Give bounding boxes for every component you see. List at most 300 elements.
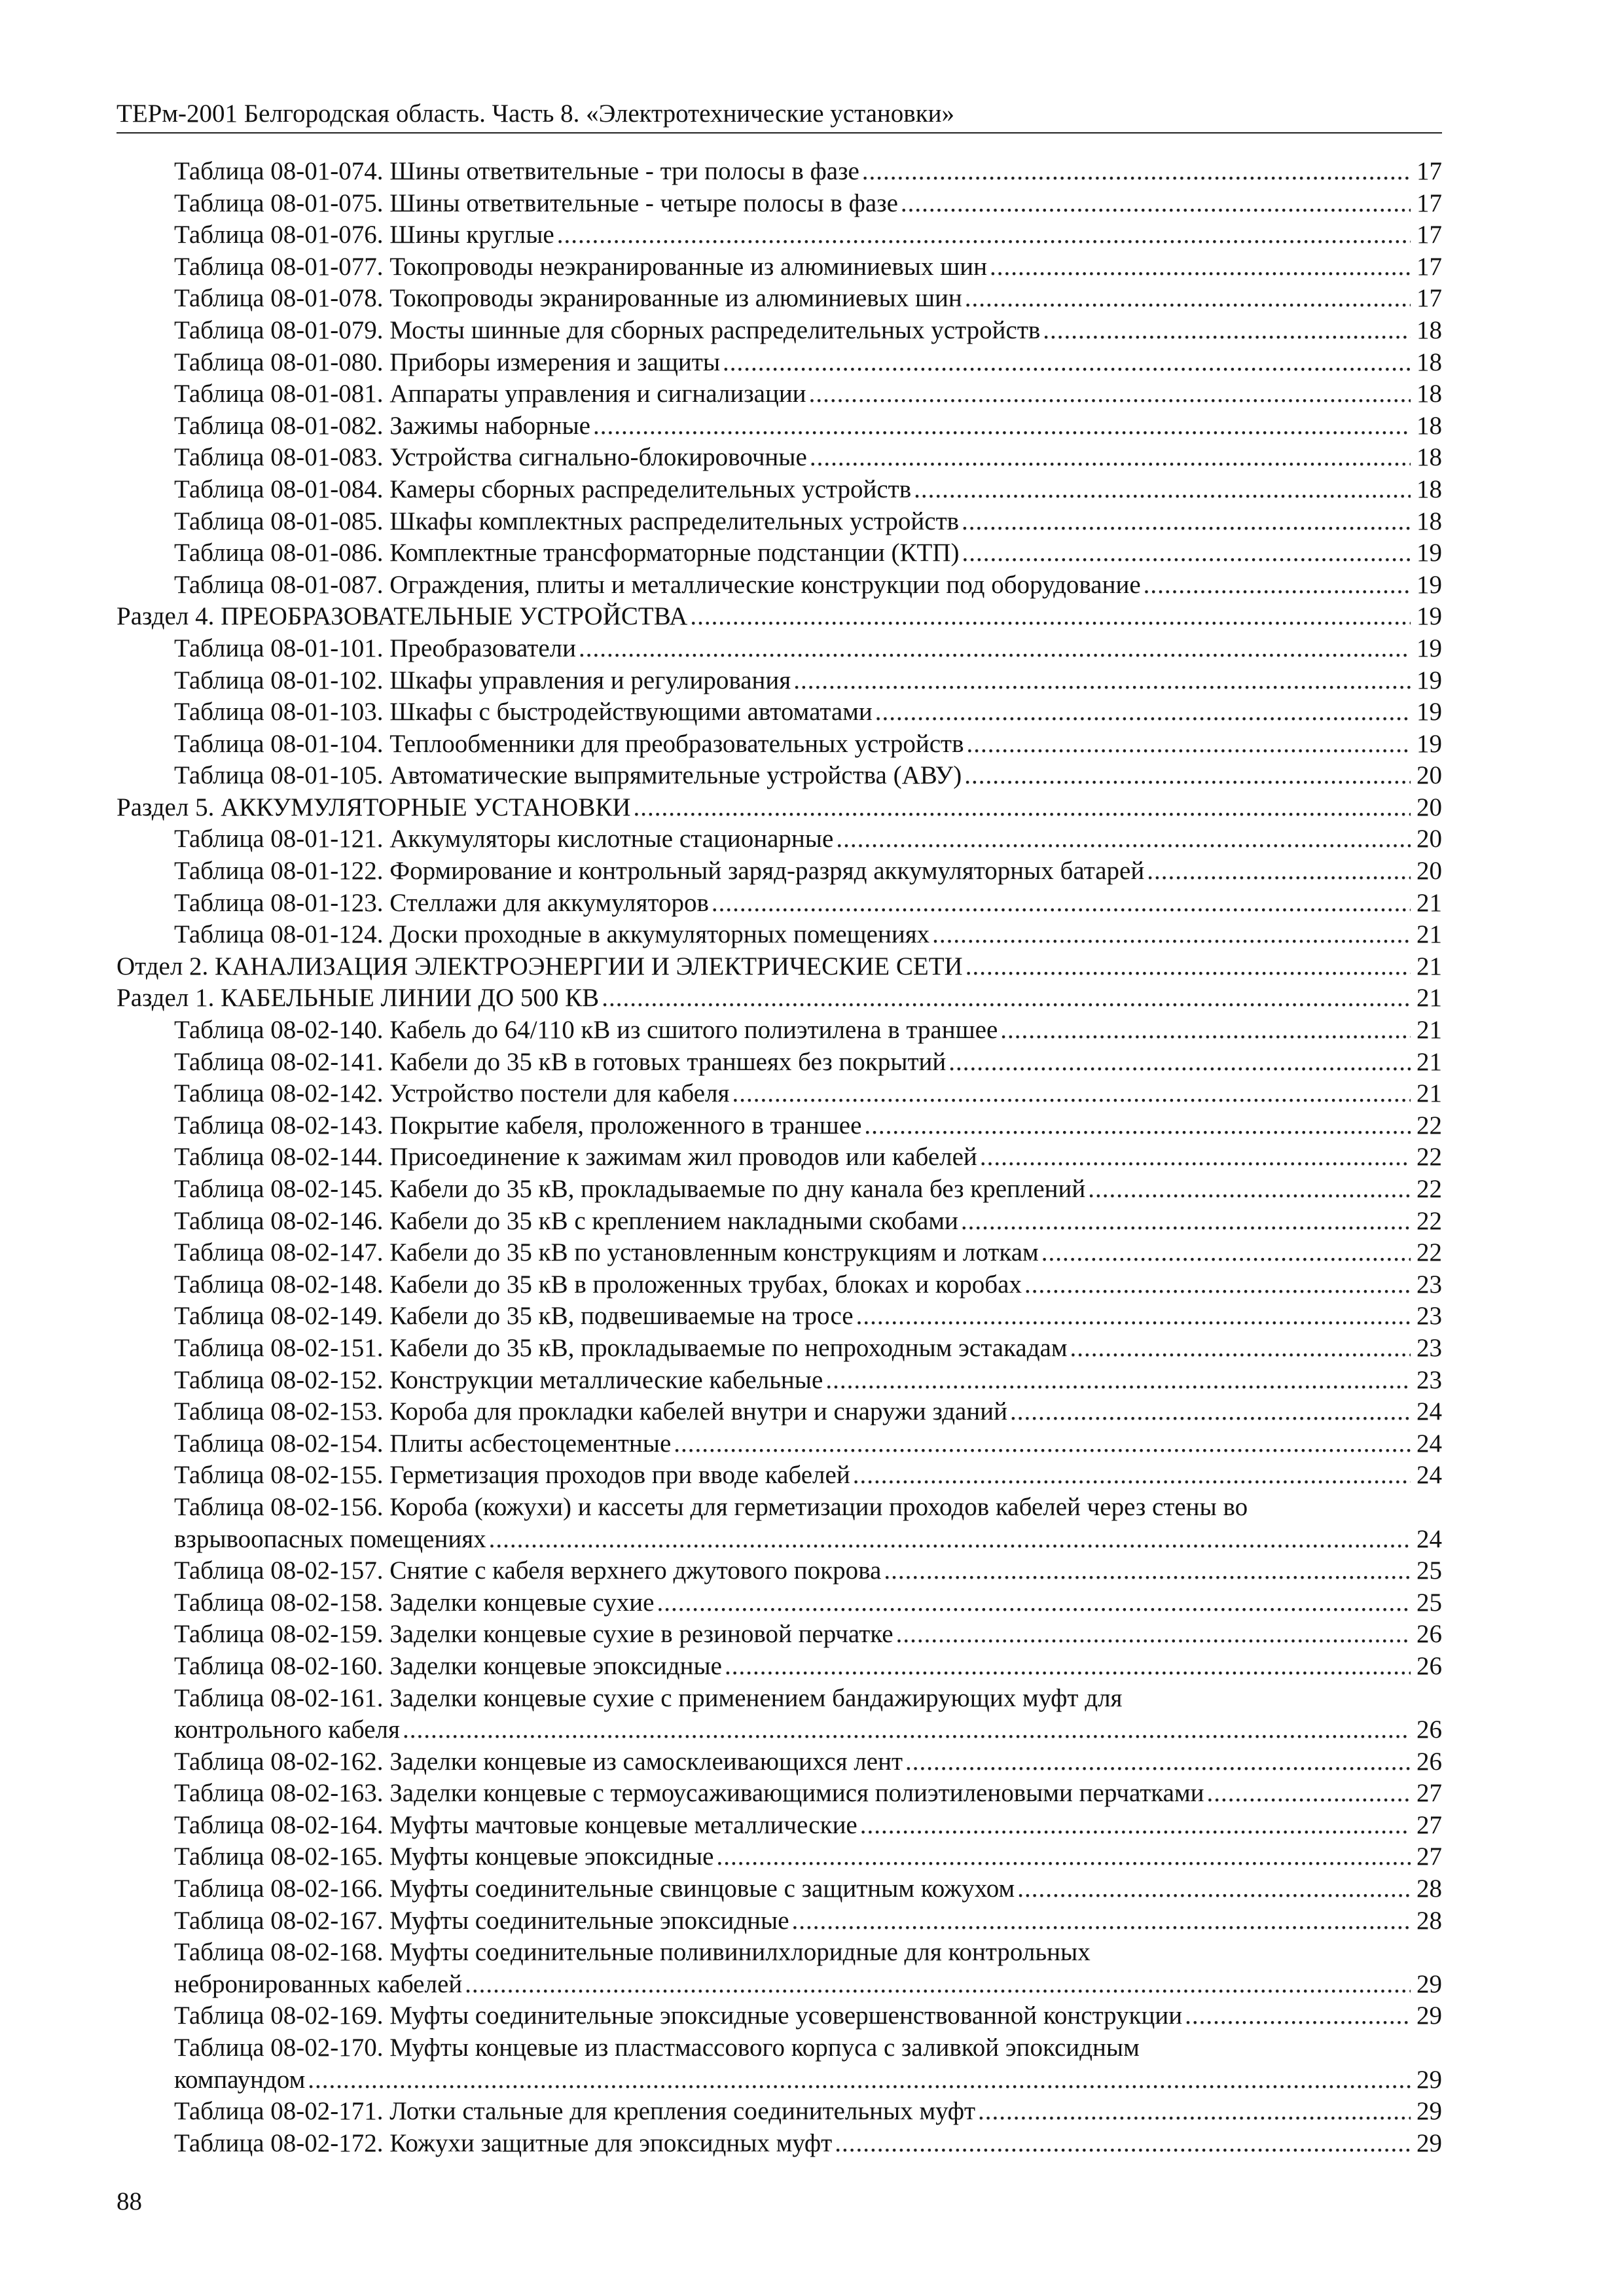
toc-dot-leader [809,378,1411,410]
toc-entry-title: Таблица 08-02-172. Кожухи защитные для эпоксидных муфт [174,2128,833,2157]
toc-entry-title: Таблица 08-02-164. Муфты мачтовые концевые металлические [174,1810,857,1839]
toc-page-number: 22 [1416,1206,1442,1235]
toc-entry-title: Таблица 08-02-162. Заделки концевые из самосклеивающихся лент [174,1747,903,1776]
toc-entry-title: Таблица 08-02-143. Покрытие кабеля, проложенного в траншее [174,1111,862,1139]
toc-dot-leader [864,1110,1411,1142]
toc-entry-line [174,823,1442,855]
toc-entry-title: Таблица 08-01-103. Шкафы с быстродействующими автоматами [174,698,873,726]
toc-entry-title: Таблица 08-01-105. Автоматические выпрямительные устройства (АВУ) [174,761,962,790]
toc-entry-line [174,569,1442,601]
toc-entry-title: Таблица 08-02-155. Герметизация проходов при вводе кабелей [174,1461,850,1490]
toc-table-entry[interactable] [117,665,1442,697]
toc-entry-line [174,1714,1442,1746]
toc-entry-line [174,1206,1442,1238]
toc-entry-title: Таблица 08-02-151. Кабели до 35 кВ, прокладываемые по непроходным эстакадам [174,1333,1068,1362]
toc-page-number: 17 [1416,157,1442,185]
toc-entry-line [174,665,1442,697]
toc-entry-line [174,1396,1442,1428]
toc-table-entry[interactable] [117,474,1442,506]
page-header: ТЕРм-2001 Белгородская область. Часть 8. «Электротехнические установки» [117,96,1442,134]
toc-entry-line [174,474,1442,506]
toc-entry-line [174,1460,1442,1492]
toc-page-number: 26 [1416,1715,1442,1744]
toc-dot-leader [1017,1873,1411,1905]
toc-entry-line [174,1428,1442,1460]
toc-table-entry[interactable] [117,506,1442,538]
toc-dot-leader [835,2128,1411,2160]
toc-page-number: 21 [1416,1047,1442,1076]
toc-dot-leader [862,156,1411,188]
toc-page-number: 22 [1416,1111,1442,1139]
toc-table-entry[interactable] [117,760,1442,792]
toc-table-entry[interactable] [117,1269,1442,1301]
toc-dot-leader [716,1841,1411,1873]
toc-table-entry[interactable] [117,1141,1442,1174]
toc-dot-leader [901,188,1411,220]
toc-page-number: 18 [1416,411,1442,440]
toc-table-entry[interactable] [117,1683,1442,1746]
toc-entry-line [174,156,1442,188]
toc-dot-leader [1185,2000,1411,2032]
toc-page-number: 29 [1416,2097,1442,2126]
toc-entry-line [174,506,1442,538]
toc-dot-leader [836,823,1411,855]
toc-entry-title: Таблица 08-02-141. Кабели до 35 кВ в готовых траншеях без покрытий [174,1047,947,1076]
toc-page-number: 29 [1416,2128,1442,2157]
toc-dot-leader [557,219,1411,251]
toc-entry-line [174,1683,1442,1715]
toc-entry-title: Таблица 08-02-148. Кабели до 35 кВ в проложенных трубах, блоках и коробах [174,1270,1022,1299]
toc-entry-line [174,1300,1442,1333]
toc-page-number: 27 [1416,1810,1442,1839]
toc-entry-line [174,2096,1442,2128]
toc-dot-leader [1088,1174,1411,1206]
toc-dot-leader [978,2096,1411,2128]
toc-dot-leader [896,1619,1411,1651]
toc-section-entry[interactable] [117,601,1442,633]
toc-entry-line [174,1174,1442,1206]
toc-page-number: 24 [1416,1461,1442,1490]
toc-entry-line [174,760,1442,792]
toc-dot-leader [932,919,1411,951]
toc-entry-title: Таблица 08-01-076. Шины круглые [174,221,554,249]
toc-dot-leader [965,283,1411,315]
toc-page-number: 28 [1416,1874,1442,1903]
toc-table-entry[interactable] [117,1619,1442,1651]
toc-section-entry[interactable] [117,792,1442,824]
toc-entry-title: Таблица 08-02-166. Муфты соединительные свинцовые с защитным кожухом [174,1874,1015,1903]
toc-dot-leader [725,1651,1411,1683]
toc-entry-title: Таблица 08-02-160. Заделки концевые эпоксидные [174,1651,722,1680]
toc-entry-line [174,2064,1442,2096]
toc-page-number: 20 [1416,857,1442,886]
toc-dot-leader [1207,1778,1411,1810]
toc-dot-leader [1010,1396,1411,1428]
toc-entry-title: Таблица 08-02-169. Муфты соединительные эпоксидные усовершенствованной конструкции [174,2001,1183,2030]
toc-page-number: 21 [1416,1016,1442,1045]
toc-page-number: 24 [1416,1524,1442,1553]
page-number: 88 [117,2187,142,2215]
toc-table-entry[interactable] [117,219,1442,251]
toc-entry-line [174,1365,1442,1397]
toc-page-number: 18 [1416,315,1442,344]
toc-entry-line [174,1969,1442,2001]
toc-entry-title: Таблица 08-02-142. Устройство постели для кабеля [174,1079,730,1108]
toc-page-number: 26 [1416,1651,1442,1680]
toc-table-entry[interactable] [117,855,1442,888]
toc-table-entry[interactable] [117,442,1442,474]
toc-table-entry[interactable] [117,1078,1442,1110]
toc-page-number: 25 [1416,1556,1442,1585]
toc-table-entry[interactable] [117,188,1442,220]
toc-table-entry[interactable] [117,315,1442,347]
toc-dot-leader [856,1300,1411,1333]
toc-entry-line [174,219,1442,251]
toc-entry-line [174,1587,1442,1619]
toc-entry-line [174,1778,1442,1810]
toc-dot-leader [792,1905,1411,1937]
toc-entry-line [117,982,1442,1014]
toc-entry-title: Таблица 08-02-167. Муфты соединительные эпоксидные [174,1906,789,1935]
toc-entry-line [117,601,1442,633]
toc-entry-line [174,633,1442,665]
toc-entry-title: контрольного кабеля [174,1715,400,1744]
toc-table-entry[interactable] [117,1300,1442,1333]
toc-entry-title: Таблица 08-02-159. Заделки концевые сухие в резиновой перчатке [174,1620,893,1649]
toc-dot-leader [964,760,1411,792]
toc-page-number: 17 [1416,221,1442,249]
toc-page-number: 28 [1416,1906,1442,1935]
toc-entry-line [174,1141,1442,1174]
toc-dot-leader [1043,315,1411,347]
toc-entry-title: Раздел 5. АККУМУЛЯТОРНЫЕ УСТАНОВКИ [117,793,631,821]
toc-table-entry[interactable] [117,1873,1442,1905]
toc-table-entry[interactable] [117,1651,1442,1683]
toc-table-entry[interactable] [117,1810,1442,1842]
toc-entry-line [174,1269,1442,1301]
toc-dot-leader [884,1555,1411,1587]
toc-entry-line [174,251,1442,283]
toc-page-number: 19 [1416,570,1442,599]
toc-entry-line [174,1619,1442,1651]
toc-dot-leader [634,792,1411,824]
toc-page-number: 23 [1416,1270,1442,1299]
toc-entry-title: Таблица 08-01-080. Приборы измерения и защиты [174,348,721,376]
toc-page-number: 25 [1416,1588,1442,1617]
toc-page-number: 21 [1416,984,1442,1013]
toc-page-number: 18 [1416,348,1442,376]
toc-page-number: 19 [1416,698,1442,726]
toc-page-number: 27 [1416,1779,1442,1808]
toc-table-entry[interactable] [117,1841,1442,1873]
toc-table-entry[interactable] [117,1905,1442,1937]
toc-dot-leader [1000,1014,1411,1047]
toc-entry-title: Таблица 08-01-102. Шкафы управления и регулирования [174,666,791,694]
toc-dot-leader [962,506,1411,538]
toc-table-entry[interactable] [117,2032,1442,2096]
toc-dot-leader [690,601,1411,633]
toc-table-entry[interactable] [117,1587,1442,1619]
toc-dot-leader [732,1078,1411,1110]
toc-page-number: 24 [1416,1397,1442,1426]
toc-entry-line [174,442,1442,474]
toc-table-entry[interactable] [117,1206,1442,1238]
toc-dot-leader [602,982,1411,1014]
toc-page-number: 29 [1416,2001,1442,2030]
toc-entry-title: Таблица 08-02-145. Кабели до 35 кВ, прокладываемые по дну канала без креплений [174,1175,1086,1203]
toc-entry-title: Отдел 2. КАНАЛИЗАЦИЯ ЭЛЕКТРОЭНЕРГИИ И ЭЛЕКТРИЧЕСКИЕ СЕТИ [117,952,963,980]
toc-dot-leader [860,1810,1411,1842]
toc-table-entry[interactable] [117,728,1442,761]
toc-dot-leader [825,1365,1411,1397]
toc-entry-line [174,537,1442,569]
toc-entry-title: Таблица 08-02-140. Кабель до 64/110 кВ из сшитого полиэтилена в траншее [174,1016,998,1045]
toc-page-number: 24 [1416,1429,1442,1458]
toc-entry-title: Таблица 08-01-074. Шины ответвительные - три полосы в фазе [174,157,859,185]
toc-dot-leader [674,1428,1411,1460]
toc-entry-title: Таблица 08-02-152. Конструкции металлические кабельные [174,1365,823,1394]
toc-entry-line [174,410,1442,442]
toc-table-entry[interactable] [117,569,1442,601]
toc-entry-title: Таблица 08-01-082. Зажимы наборные [174,411,590,440]
toc-entry-title: Таблица 08-02-161. Заделки концевые сухие с применением бандажирующих муфт для [174,1683,1123,1712]
toc-entry-title: Таблица 08-01-101. Преобразователи [174,634,576,662]
toc-table-entry[interactable] [117,1428,1442,1460]
toc-entry-line [174,1746,1442,1778]
toc-page-number: 20 [1416,825,1442,853]
toc-entry-line [174,1047,1442,1079]
toc-dot-leader [579,633,1411,665]
toc-page-number: 20 [1416,761,1442,790]
toc-entry-line [174,2000,1442,2032]
toc-entry-title: Таблица 08-02-153. Короба для прокладки кабелей внутри и снаружи зданий [174,1397,1007,1426]
toc-entry-line [174,1841,1442,1873]
toc-page-number: 26 [1416,1620,1442,1649]
toc-entry-line [174,1651,1442,1683]
toc-dot-leader [962,537,1411,569]
toc-dot-leader [403,1714,1411,1746]
toc-entry-line [174,283,1442,315]
toc-table-entry[interactable] [117,2128,1442,2160]
toc-page-number: 19 [1416,634,1442,662]
toc-entry-line [174,2032,1442,2064]
toc-page-number: 19 [1416,602,1442,631]
toc-entry-title: Таблица 08-02-154. Плиты асбестоцементные [174,1429,672,1458]
toc-table-entry[interactable] [117,823,1442,855]
toc-table-entry[interactable] [117,378,1442,410]
toc-table-entry[interactable] [117,696,1442,728]
toc-entry-title: Таблица 08-01-123. Стеллажи для аккумуляторов [174,888,709,917]
toc-page-number: 23 [1416,1302,1442,1331]
toc-table-entry[interactable] [117,156,1442,188]
toc-entry-title: Таблица 08-02-170. Муфты концевые из пластмассового корпуса с заливкой эпоксидным [174,2034,1140,2062]
toc-entry-title: Таблица 08-01-121. Аккумуляторы кислотные стационарные [174,825,834,853]
toc-entry-line [174,347,1442,379]
toc-dot-leader [853,1460,1411,1492]
toc-dot-leader [1070,1333,1411,1365]
toc-dot-leader [1024,1269,1411,1301]
toc-table-entry[interactable] [117,633,1442,665]
toc-entry-title: Таблица 08-01-081. Аппараты управления и сигнализации [174,380,806,408]
toc-entry-title: Таблица 08-02-158. Заделки концевые сухие [174,1588,655,1617]
toc-entry-line [174,888,1442,920]
toc-dot-leader [657,1587,1411,1619]
toc-entry-line [174,1014,1442,1047]
toc-table-entry[interactable] [117,1746,1442,1778]
toc-table-entry[interactable] [117,2096,1442,2128]
toc-entry-line [117,951,1442,983]
toc-section-entry[interactable] [117,951,1442,983]
toc-table-entry[interactable] [117,283,1442,315]
toc-entry-title: Таблица 08-02-157. Снятие с кабеля верхнего джутового покрова [174,1556,882,1585]
toc-dot-leader [980,1141,1411,1174]
toc-dot-leader [965,951,1411,983]
toc-page-number: 21 [1416,888,1442,917]
toc-page-number: 20 [1416,793,1442,821]
toc-entry-line [174,1905,1442,1937]
toc-dot-leader [967,728,1411,761]
toc-entry-title: компаундом [174,2065,306,2094]
toc-table-entry[interactable] [117,1396,1442,1428]
toc-page-number: 19 [1416,729,1442,758]
toc-table-entry[interactable] [117,410,1442,442]
toc-entry-title: небронированных кабелей [174,1969,463,1998]
toc-page-number: 23 [1416,1365,1442,1394]
toc-entry-title: Таблица 08-01-077. Токопроводы неэкранированные из алюминиевых шин [174,252,987,281]
toc-entry-title: взрывоопасных помещениях [174,1524,486,1553]
toc-entry-line [174,188,1442,220]
toc-page-number: 17 [1416,252,1442,281]
toc-dot-leader [1041,1237,1411,1269]
toc-entry-line [174,728,1442,761]
toc-table-entry[interactable] [117,1174,1442,1206]
toc-entry-line [174,1810,1442,1842]
toc-entry-title: Таблица 08-01-087. Ограждения, плиты и металлические конструкции под оборудование [174,570,1141,599]
toc-table-entry[interactable] [117,1014,1442,1047]
toc-entry-title: Таблица 08-02-147. Кабели до 35 кВ по установленным конструкциям и лоткам [174,1238,1039,1267]
toc-dot-leader [914,474,1411,506]
toc-table-entry[interactable] [117,1047,1442,1079]
toc-dot-leader [990,251,1411,283]
toc-entry-line [174,696,1442,728]
toc-page-number: 21 [1416,1079,1442,1108]
toc-entry-line [174,1555,1442,1587]
toc-page-number: 18 [1416,507,1442,535]
toc-entry-title: Таблица 08-02-163. Заделки концевые с термоусаживающимися полиэтиленовыми перчатками [174,1779,1204,1808]
toc-table-entry[interactable] [117,251,1442,283]
toc-entry-title: Раздел 1. КАБЕЛЬНЫЕ ЛИНИИ ДО 500 КВ [117,984,600,1013]
toc-entry-title: Таблица 08-01-086. Комплектные трансформаторные подстанции (КТП) [174,539,960,567]
toc-dot-leader [712,888,1411,920]
toc-section-entry[interactable] [117,982,1442,1014]
toc-entry-title: Таблица 08-02-165. Муфты концевые эпоксидные [174,1842,714,1871]
toc-entry-title: Таблица 08-02-168. Муфты соединительные поливинилхлоридные для контрольных [174,1938,1091,1967]
toc-table-entry[interactable] [117,1333,1442,1365]
toc-entry-line [174,1873,1442,1905]
toc-entry-title: Таблица 08-01-078. Токопроводы экранированные из алюминиевых шин [174,284,962,313]
toc-table-entry[interactable] [117,919,1442,951]
toc-table-entry[interactable] [117,1555,1442,1587]
toc-entry-title: Таблица 08-02-146. Кабели до 35 кВ с креплением накладными скобами [174,1206,958,1235]
toc-entry-title: Таблица 08-01-079. Мосты шинные для сборных распределительных устройств [174,315,1041,344]
toc-table-entry[interactable] [117,888,1442,920]
toc-table-entry[interactable] [117,1460,1442,1492]
toc-table-entry[interactable] [117,537,1442,569]
toc-entry-line [174,315,1442,347]
toc-entry-line [117,792,1442,824]
toc-entry-title: Таблица 08-01-075. Шины ответвительные - четыре полосы в фазе [174,188,898,217]
toc-entry-line [174,378,1442,410]
toc-page-number: 17 [1416,188,1442,217]
toc-dot-leader [593,410,1411,442]
toc-page-number: 19 [1416,666,1442,694]
toc-entry-line [174,1524,1442,1556]
toc-dot-leader [308,2064,1411,2096]
toc-entry-line [174,1110,1442,1142]
toc-table-entry[interactable] [117,2000,1442,2032]
toc-page-number: 21 [1416,952,1442,980]
toc-page-number: 22 [1416,1143,1442,1172]
toc-page-number: 17 [1416,284,1442,313]
toc-entry-line [174,1492,1442,1524]
toc-page-number: 18 [1416,443,1442,472]
toc-entry-title: Таблица 08-01-084. Камеры сборных распределительных устройств [174,475,912,503]
toc-entry-line [174,855,1442,888]
toc-entry-title: Таблица 08-01-085. Шкафы комплектных распределительных устройств [174,507,960,535]
toc-entry-line [174,1078,1442,1110]
toc-entry-title: Таблица 08-01-104. Теплообменники для преобразовательных устройств [174,729,964,758]
toc-page-number: 23 [1416,1333,1442,1362]
toc-table-entry[interactable] [117,1237,1442,1269]
toc-dot-leader [875,696,1411,728]
toc-entry-line [174,919,1442,951]
table-of-contents [117,156,1442,2159]
toc-dot-leader [489,1524,1411,1556]
toc-table-entry[interactable] [117,1365,1442,1397]
toc-table-entry[interactable] [117,1937,1442,2000]
toc-dot-leader [1144,569,1411,601]
toc-entry-title: Таблица 08-02-171. Лотки стальные для крепления соединительных муфт [174,2097,976,2126]
toc-dot-leader [810,442,1411,474]
toc-dot-leader [1147,855,1411,888]
toc-page-number: 22 [1416,1175,1442,1203]
toc-page-number: 21 [1416,920,1442,949]
toc-table-entry[interactable] [117,1778,1442,1810]
toc-page-number: 27 [1416,1842,1442,1871]
toc-table-entry[interactable] [117,1110,1442,1142]
toc-table-entry[interactable] [117,1492,1442,1555]
toc-entry-title: Раздел 4. ПРЕОБРАЗОВАТЕЛЬНЫЕ УСТРОЙСТВА [117,602,688,631]
toc-dot-leader [723,347,1411,379]
toc-table-entry[interactable] [117,347,1442,379]
toc-dot-leader [793,665,1411,697]
toc-entry-line [174,2128,1442,2160]
toc-entry-title: Таблица 08-02-144. Присоединение к зажимам жил проводов или кабелей [174,1143,977,1172]
toc-entry-title: Таблица 08-02-156. Короба (кожухи) и кассеты для герметизации проходов кабелей через стены во [174,1492,1248,1521]
toc-page-number: 22 [1416,1238,1442,1267]
toc-page-number: 19 [1416,539,1442,567]
toc-entry-title: Таблица 08-01-083. Устройства сигнально-блокировочные [174,443,807,472]
toc-dot-leader [948,1047,1411,1079]
toc-page-number: 29 [1416,1969,1442,1998]
toc-page-number: 29 [1416,2065,1442,2094]
toc-entry-title: Таблица 08-01-124. Доски проходные в аккумуляторных помещениях [174,920,930,949]
toc-dot-leader [961,1206,1411,1238]
toc-dot-leader [465,1969,1411,2001]
toc-entry-title: Таблица 08-01-122. Формирование и контрольный заряд-разряд аккумуляторных батарей [174,857,1145,886]
toc-dot-leader [905,1746,1411,1778]
toc-entry-line [174,1937,1442,1969]
